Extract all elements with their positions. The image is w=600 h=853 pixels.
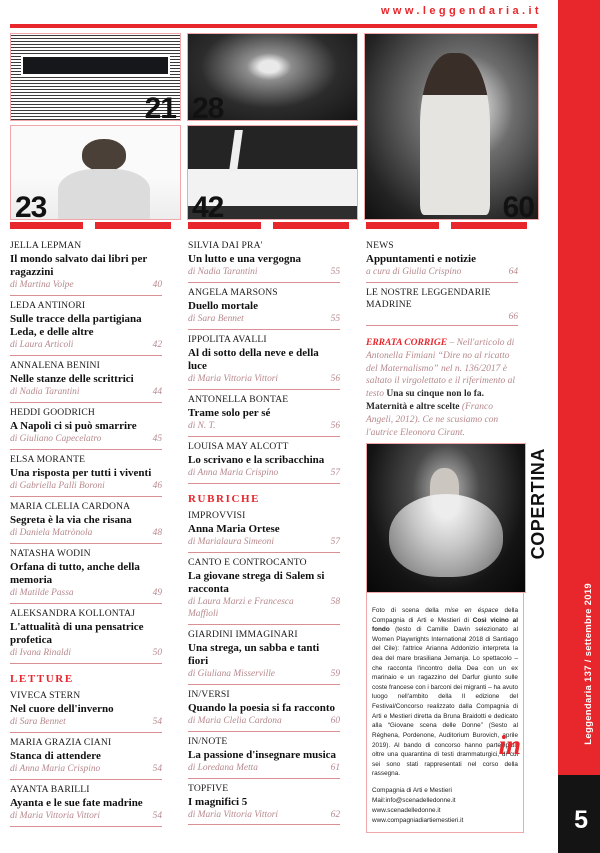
caption-italic: mise en éspace <box>444 607 499 614</box>
issue-label: Leggendaria 137 / settembre 2019 <box>583 583 594 745</box>
tab-bar <box>451 222 527 229</box>
toc-entry[interactable] <box>10 780 162 827</box>
tab-bar <box>95 222 171 229</box>
toc-entry-footer <box>10 764 162 776</box>
toc-entry-footer <box>188 669 340 681</box>
toc-entry-byline: di Sara Bennet <box>10 717 66 728</box>
toc-entry-page: 44 <box>152 387 162 398</box>
toc-entry-footer <box>188 374 340 386</box>
toc-entry-title: Nelle stanze delle scrittrici <box>10 373 134 386</box>
toc-entry-title: Un lutto e una vergogna <box>188 252 302 265</box>
toc-entry-title: I magnifici 5 <box>188 795 248 808</box>
toc-entry-footer <box>10 588 162 600</box>
toc-entry-author: IN/NOTE <box>188 735 228 747</box>
toc-column-1 <box>10 238 162 827</box>
toc-entry-byline: di Anna Maria Crispino <box>10 764 101 775</box>
caption-bold-title: Così vicino al fondo <box>372 616 518 634</box>
toc-entry-title: Lo scrivano e la scribacchina <box>188 453 325 466</box>
page-number: 5 <box>574 806 588 834</box>
toc-entry-title: Quando la poesia si fa racconto <box>188 701 335 714</box>
toc-entry-page: 62 <box>330 809 340 820</box>
toc-entry[interactable] <box>366 283 518 326</box>
copertina-vertical-label: COPERTINA <box>528 448 548 560</box>
toc-entry-footer <box>188 716 340 728</box>
toc-entry-author: NEWS <box>366 240 394 251</box>
toc-entry-author: MARIA CLELIA CARDONA <box>10 500 131 512</box>
toc-entry-page: 60 <box>330 715 340 726</box>
copertina-caption-box <box>366 592 524 833</box>
toc-entry-footer <box>188 468 340 480</box>
toc-entry[interactable] <box>188 238 340 283</box>
toc-entry-page: 57 <box>330 468 340 479</box>
toc-entry-page: 42 <box>152 340 162 351</box>
toc-entry-page: 64 <box>508 267 518 278</box>
toc-entry-footer <box>10 811 162 823</box>
toc-entry-page: 57 <box>330 536 340 547</box>
page-number-box <box>558 775 600 853</box>
toc-entry-title: L'attualità di una pensatrice profetica <box>10 621 144 647</box>
toc-entry-byline: di N. T. <box>188 421 216 432</box>
toc-entry[interactable] <box>10 688 162 733</box>
toc-entry[interactable] <box>10 296 162 356</box>
errata-corrige <box>366 337 518 440</box>
toc-entry-footer <box>188 314 340 326</box>
toc-entry-page: 46 <box>152 481 162 492</box>
toc-entry[interactable] <box>188 330 340 390</box>
toc-entry-footer <box>188 810 340 822</box>
section-header-rubriche: RUBRICHE <box>188 492 261 505</box>
toc-entry-footer <box>366 312 518 322</box>
toc-entry-page: 56 <box>330 421 340 432</box>
toc-entry-author: SILVIA DAI PRA' <box>188 240 263 251</box>
toc-entry[interactable] <box>188 508 340 553</box>
toc-entry-page: 54 <box>152 811 162 822</box>
toc-entry-author: ANGELA MARSONS <box>188 286 278 298</box>
toc-entry-author: VIVECA STERN <box>10 690 81 702</box>
toc-entry-author: CANTO E CONTROCANTO <box>188 556 307 568</box>
in-logo: in <box>498 730 521 760</box>
toc-entry-title: A Napoli ci si può smarrire <box>10 420 137 433</box>
toc-entry-title: Al di sotto della neve e della luce <box>188 346 319 373</box>
toc-entry-page: 56 <box>330 374 340 385</box>
photo-page-number: 42 <box>192 191 224 220</box>
toc-entry-page: 59 <box>330 668 340 679</box>
toc-entry[interactable] <box>188 779 340 826</box>
toc-entry-author: LEDA ANTINORI <box>10 300 86 312</box>
tab-bar <box>273 222 349 229</box>
toc-entry[interactable] <box>188 437 340 484</box>
toc-column-2 <box>188 238 340 825</box>
photo-resistance-march <box>187 125 358 220</box>
toc-entry-author: IN/VERSI <box>188 688 230 700</box>
toc-entry-byline: di Laura Marzi e Francesca Maffioli <box>188 597 294 619</box>
issue-spine <box>558 0 600 853</box>
photo-grid <box>10 33 537 218</box>
toc-entry[interactable] <box>10 497 162 544</box>
toc-entry-byline: di Marialaura Simeoni <box>188 536 274 547</box>
toc-entry[interactable] <box>10 450 162 497</box>
toc-entry-page: 55 <box>330 314 340 325</box>
toc-entry-byline: di Ivana Rinaldi <box>10 648 71 659</box>
toc-entry[interactable] <box>10 544 162 604</box>
toc-entry-byline: di Maria Vittoria Vittori <box>10 811 101 822</box>
toc-column-3 <box>366 238 518 439</box>
toc-entry-byline: di Nadia Tarantini <box>10 387 80 398</box>
contact-line: Mail:info@scenadelledonne.it <box>372 796 456 804</box>
toc-entry-page: 40 <box>152 280 162 291</box>
toc-entry-page: 48 <box>152 528 162 539</box>
caption-seg: (testo di Camille Davin selezionato al Women Playwrights International 2018 di Santiago del Cile): l'attrice Arianna Addonizio interpreta la dea del mare brasiliana Jemanja. Lo spettacolo – che racconta l'incontro della Dea con un ex marinaio e un ragazzino del Darfur giunto sulle coste francese con i barconi dei migranti – ha avuto luogo nell'ambito della II edizione del Festival/Concorso realizzato dalla Compagnia di Arti e Mestieri diretta da Bruna Braidotti e dedicato alla “Giovane scena delle Donne” (Sesto al Réghena, Pordenone, Auditorium Burovich, aprile 2019). Al bando di concorso hanno partecipato oltre una quarantina di testi drammaturgici, di cui sei sono stati rappresentati nel corso della rassegna. <box>372 626 519 778</box>
photo-page-number: 28 <box>192 92 224 121</box>
contact-line-website[interactable]: www.compagniadiartiemestieri.it <box>372 816 464 824</box>
toc-entry-footer <box>10 340 162 352</box>
toc-entry-author: ALEKSANDRA KOLLONTAJ <box>10 608 136 620</box>
toc-entry-footer <box>10 648 162 660</box>
toc-entry-title: Ayanta e le sue fate madrine <box>10 796 143 809</box>
errata-bold-title: Una su cinque non lo fa. Maternità e altre scelte <box>366 389 484 412</box>
toc-entry[interactable] <box>188 625 340 685</box>
toc-entry-author: AYANTA BARILLI <box>10 783 90 795</box>
toc-entry[interactable] <box>10 238 162 296</box>
tab-bar <box>10 222 83 229</box>
toc-entry-author: NATASHA WODIN <box>10 547 91 559</box>
site-url: www.leggendaria.it <box>380 5 542 17</box>
toc-entry[interactable] <box>188 732 340 779</box>
contact-line-website[interactable]: www.scenadelledonne.it <box>372 806 441 814</box>
toc-entry-byline: di Gabriella Palli Boroni <box>10 481 105 492</box>
toc-entry-page: 49 <box>152 588 162 599</box>
photo-woman-in-cafe <box>364 33 539 220</box>
toc-entry[interactable] <box>10 403 162 450</box>
toc-entry-page: 54 <box>152 717 162 728</box>
toc-entry-title: La passione d'insegnare musica <box>188 748 337 761</box>
toc-entry-title: Una risposta per tutti i viventi <box>10 467 152 480</box>
tab-bar <box>366 222 439 229</box>
toc-entry-title: Duello mortale <box>188 299 258 312</box>
toc-entry-footer <box>10 528 162 540</box>
toc-entry[interactable] <box>188 283 340 330</box>
photo-page-number: 21 <box>144 92 176 121</box>
toc-entry-byline: a cura di Giulia Crispino <box>366 267 462 278</box>
toc-entry-title: Orfana di tutto, anche della memoria <box>10 560 140 587</box>
toc-entry-byline: di Anna Maria Crispino <box>188 468 279 479</box>
photo-woman-portrait <box>10 125 181 220</box>
photo-page-number: 60 <box>502 191 534 220</box>
section-header-letture: LETTURE <box>10 673 74 686</box>
toc-entry-byline: di Maria Vittoria Vittori <box>188 374 279 385</box>
errata-part1: – Nell'articolo di Antonella Fimiani “Dire no al ricatto del Maternalismo” nel n. 136/2017 è saltato il virgolettato e il riferimento al testo <box>366 337 515 400</box>
toc-entry-title: Anna Maria Ortese <box>188 522 280 535</box>
toc-entry-page: 66 <box>508 311 518 322</box>
toc-entry-footer <box>10 387 162 399</box>
toc-entry-title: Il mondo salvato dai libri per ragazzini <box>10 252 148 279</box>
toc-entry-byline: di Maria Vittoria Vittori <box>188 809 279 820</box>
toc-entry-byline: di Loredana Metta <box>188 762 258 773</box>
toc-entry-page: 54 <box>152 764 162 775</box>
toc-entry-byline: di Daniela Matrònola <box>10 528 93 539</box>
toc-entry-footer <box>188 597 340 621</box>
caption-seg: della Compagnia di Arti e Mestieri di <box>372 607 518 624</box>
copertina-caption <box>372 606 518 779</box>
toc-entry-byline: di Giuliana Misserville <box>188 668 275 679</box>
caption-seg: Foto di scena della <box>372 607 445 614</box>
toc-entry-title: Stanca di attendere <box>10 750 101 763</box>
tab-bar <box>188 222 261 229</box>
errata-part2: (Franco Angeli, 2012). Ce ne scusiamo con l'autrice Eleonora Cirant. <box>366 401 499 438</box>
toc-entry-author: MARIA GRAZIA CIANI <box>10 737 112 749</box>
toc-entry-author: TOPFIVE <box>188 782 229 794</box>
copertina-photo <box>366 443 526 593</box>
toc-entry-byline: di Sara Bennet <box>188 314 244 325</box>
toc-entry-author: ANTONELLA BONTAE <box>188 393 289 405</box>
photo-page-number: 23 <box>15 191 47 220</box>
toc-entry-author: LOUISA MAY ALCOTT <box>188 440 289 452</box>
toc-entry-author: GIARDINI IMMAGINARI <box>188 628 298 640</box>
toc-entry[interactable] <box>366 238 518 283</box>
toc-entry-title: La giovane strega di Salem si racconta <box>188 569 325 595</box>
toc-entry-byline: di Martina Volpe <box>10 280 74 291</box>
toc-entry-title: Trame solo per sé <box>188 406 271 419</box>
copertina-contact <box>372 786 518 826</box>
toc-entry[interactable] <box>10 604 162 664</box>
toc-entry-author: LE NOSTRE LEGGENDARIE MADRINE <box>366 286 491 310</box>
toc-entry-title: Appuntamenti e notizie <box>366 252 476 265</box>
copertina-block <box>366 443 526 833</box>
contact-line: Compagnia di Arti e Mestieri <box>372 786 452 794</box>
toc-entry-page: 58 <box>330 597 340 608</box>
toc-entry-byline: di Maria Clelia Cardona <box>188 715 282 726</box>
toc-entry[interactable] <box>188 685 340 732</box>
toc-entry-author: HEDDI GOODRICH <box>10 407 95 419</box>
toc-entry-byline: di Matilde Passa <box>10 588 74 599</box>
photo-nellie-bly-newspaper <box>10 33 181 121</box>
toc-entry-footer <box>188 421 340 433</box>
toc-entry-footer <box>188 763 340 775</box>
toc-entry-footer <box>188 537 340 549</box>
toc-entry-author: IMPROVVISI <box>188 509 246 521</box>
toc-entry-author: ELSA MORANTE <box>10 454 86 466</box>
toc-entry-byline: di Nadia Tarantini <box>188 267 258 278</box>
toc-entry-title: Una strega, un sabba e tanti fiori <box>188 641 320 667</box>
toc-entry-author: ANNALENA BENINI <box>10 360 100 372</box>
toc-entry-footer <box>10 717 162 729</box>
toc-entry-footer <box>188 267 340 279</box>
toc-entry[interactable] <box>10 733 162 780</box>
toc-entry-page: 55 <box>330 267 340 278</box>
toc-entry-footer <box>10 481 162 493</box>
toc-entry[interactable] <box>188 390 340 437</box>
toc-entry-title: Segreta è la via che risana <box>10 513 132 526</box>
toc-entry[interactable] <box>10 356 162 403</box>
errata-lead: ERRATA CORRIGE <box>366 337 448 348</box>
toc-entry-page: 61 <box>330 762 340 773</box>
toc-entry-author: IPPOLITA AVALLI <box>188 333 267 345</box>
toc-entry[interactable] <box>188 553 340 625</box>
toc-entry-footer <box>10 434 162 446</box>
toc-entry-page: 45 <box>152 434 162 445</box>
photo-stage-performance <box>187 33 358 121</box>
toc-entry-byline: di Giuliano Capecelatro <box>10 434 102 445</box>
toc-entry-footer <box>10 280 162 292</box>
toc-entry-title: Nel cuore dell'inverno <box>10 703 114 716</box>
toc-entry-byline: di Laura Articoli <box>10 340 74 351</box>
toc-entry-footer <box>366 267 518 279</box>
toc-entry-title: Sulle tracce della partigiana Leda, e delle altre <box>10 313 142 339</box>
toc-entry-page: 50 <box>152 648 162 659</box>
header-rule <box>10 24 537 28</box>
toc-entry-author: JELLA LEPMAN <box>10 240 82 251</box>
